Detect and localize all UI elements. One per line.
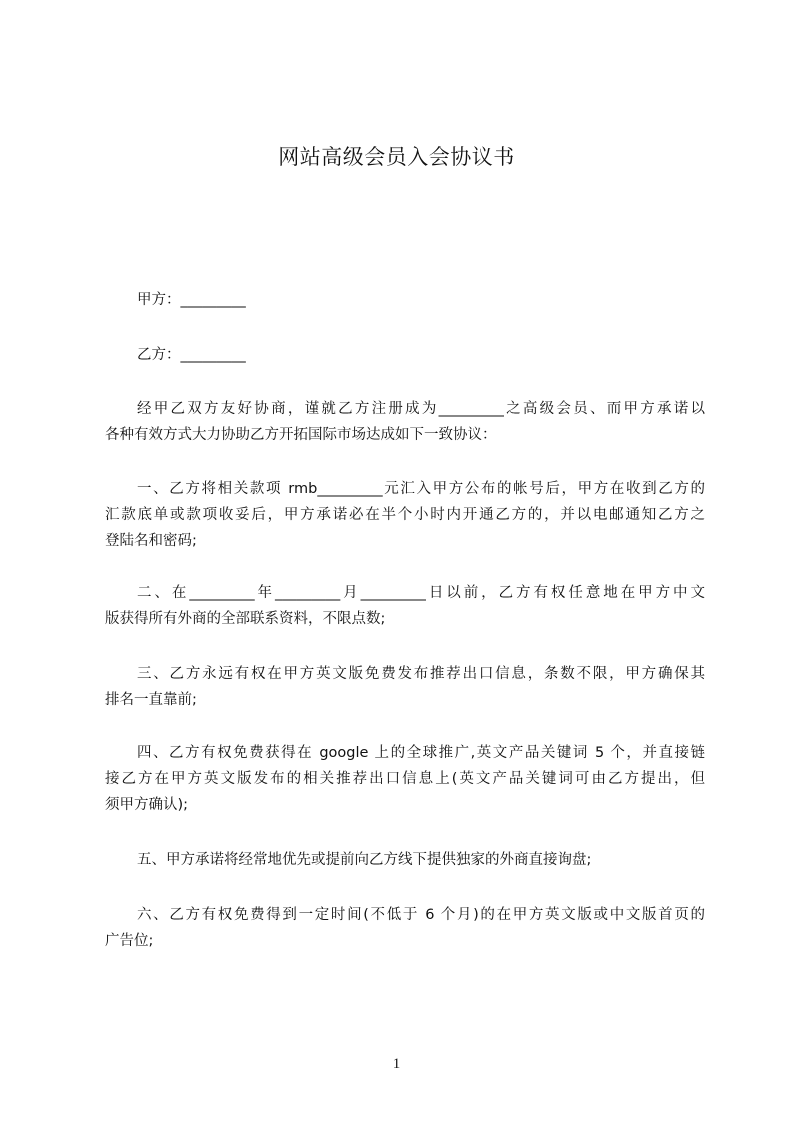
clause-2-line-2: 版获得所有外商的全部联系资料，不限点数; xyxy=(105,611,386,627)
party-a-line: 甲方：_________ xyxy=(137,292,246,308)
page-number: 1 xyxy=(392,1056,401,1072)
clause-6-paragraph xyxy=(105,902,705,954)
clause-2-paragraph xyxy=(105,580,705,632)
clause-6-line-1: 六、乙方有权免费得到一定时间(不低于 6 个月)的在甲方英文版或中文版首页的 xyxy=(137,907,705,923)
clause-5-paragraph xyxy=(105,847,705,873)
party-b-line: 乙方：_________ xyxy=(137,347,246,363)
clause-4-line-3: 须甲方确认); xyxy=(105,797,189,813)
clause-1-paragraph xyxy=(105,476,705,554)
clause-3-line-1: 三、乙方永远有权在甲方英文版免费发布推荐出口信息，条数不限，甲方确保其 xyxy=(137,666,705,682)
clause-1-line-2: 汇款底单或款项收妥后，甲方承诺必在半个小时内开通乙方的，并以电邮通知乙方之 xyxy=(105,507,705,523)
intro-line-1: 经甲乙双方友好协商，谨就乙方注册成为_________之高级会员、而甲方承诺以 xyxy=(137,401,705,417)
clause-1-line-1: 一、乙方将相关款项 rmb_________元汇入甲方公布的帐号后，甲方在收到乙方的 xyxy=(137,481,705,497)
clause-5-line-1: 五、甲方承诺将经常地优先或提前向乙方线下提供独家的外商直接询盘; xyxy=(137,852,592,868)
clause-4-paragraph xyxy=(105,740,705,818)
clause-4-line-1: 四、乙方有权免费获得在 google 上的全球推广,英文产品关键词 5 个，并直接链 xyxy=(137,745,705,761)
clause-3-paragraph xyxy=(105,661,705,713)
document-title: 网站高级会员入会协议书 xyxy=(278,145,515,169)
clause-2-line-1: 二、在_________年_________月_________日以前，乙方有权任意地在甲方中文 xyxy=(137,585,705,601)
clause-4-line-2: 接乙方在甲方英文版发布的相关推荐出口信息上(英文产品关键词可由乙方提出，但 xyxy=(105,771,705,787)
intro-paragraph xyxy=(105,396,705,448)
clause-3-line-2: 排名一直靠前; xyxy=(105,692,197,708)
clause-6-line-2: 广告位; xyxy=(105,933,154,949)
clause-1-line-3: 登陆名和密码; xyxy=(105,533,197,549)
intro-line-2: 各种有效方式大力协助乙方开拓国际市场达成如下一致协议： xyxy=(105,427,497,443)
